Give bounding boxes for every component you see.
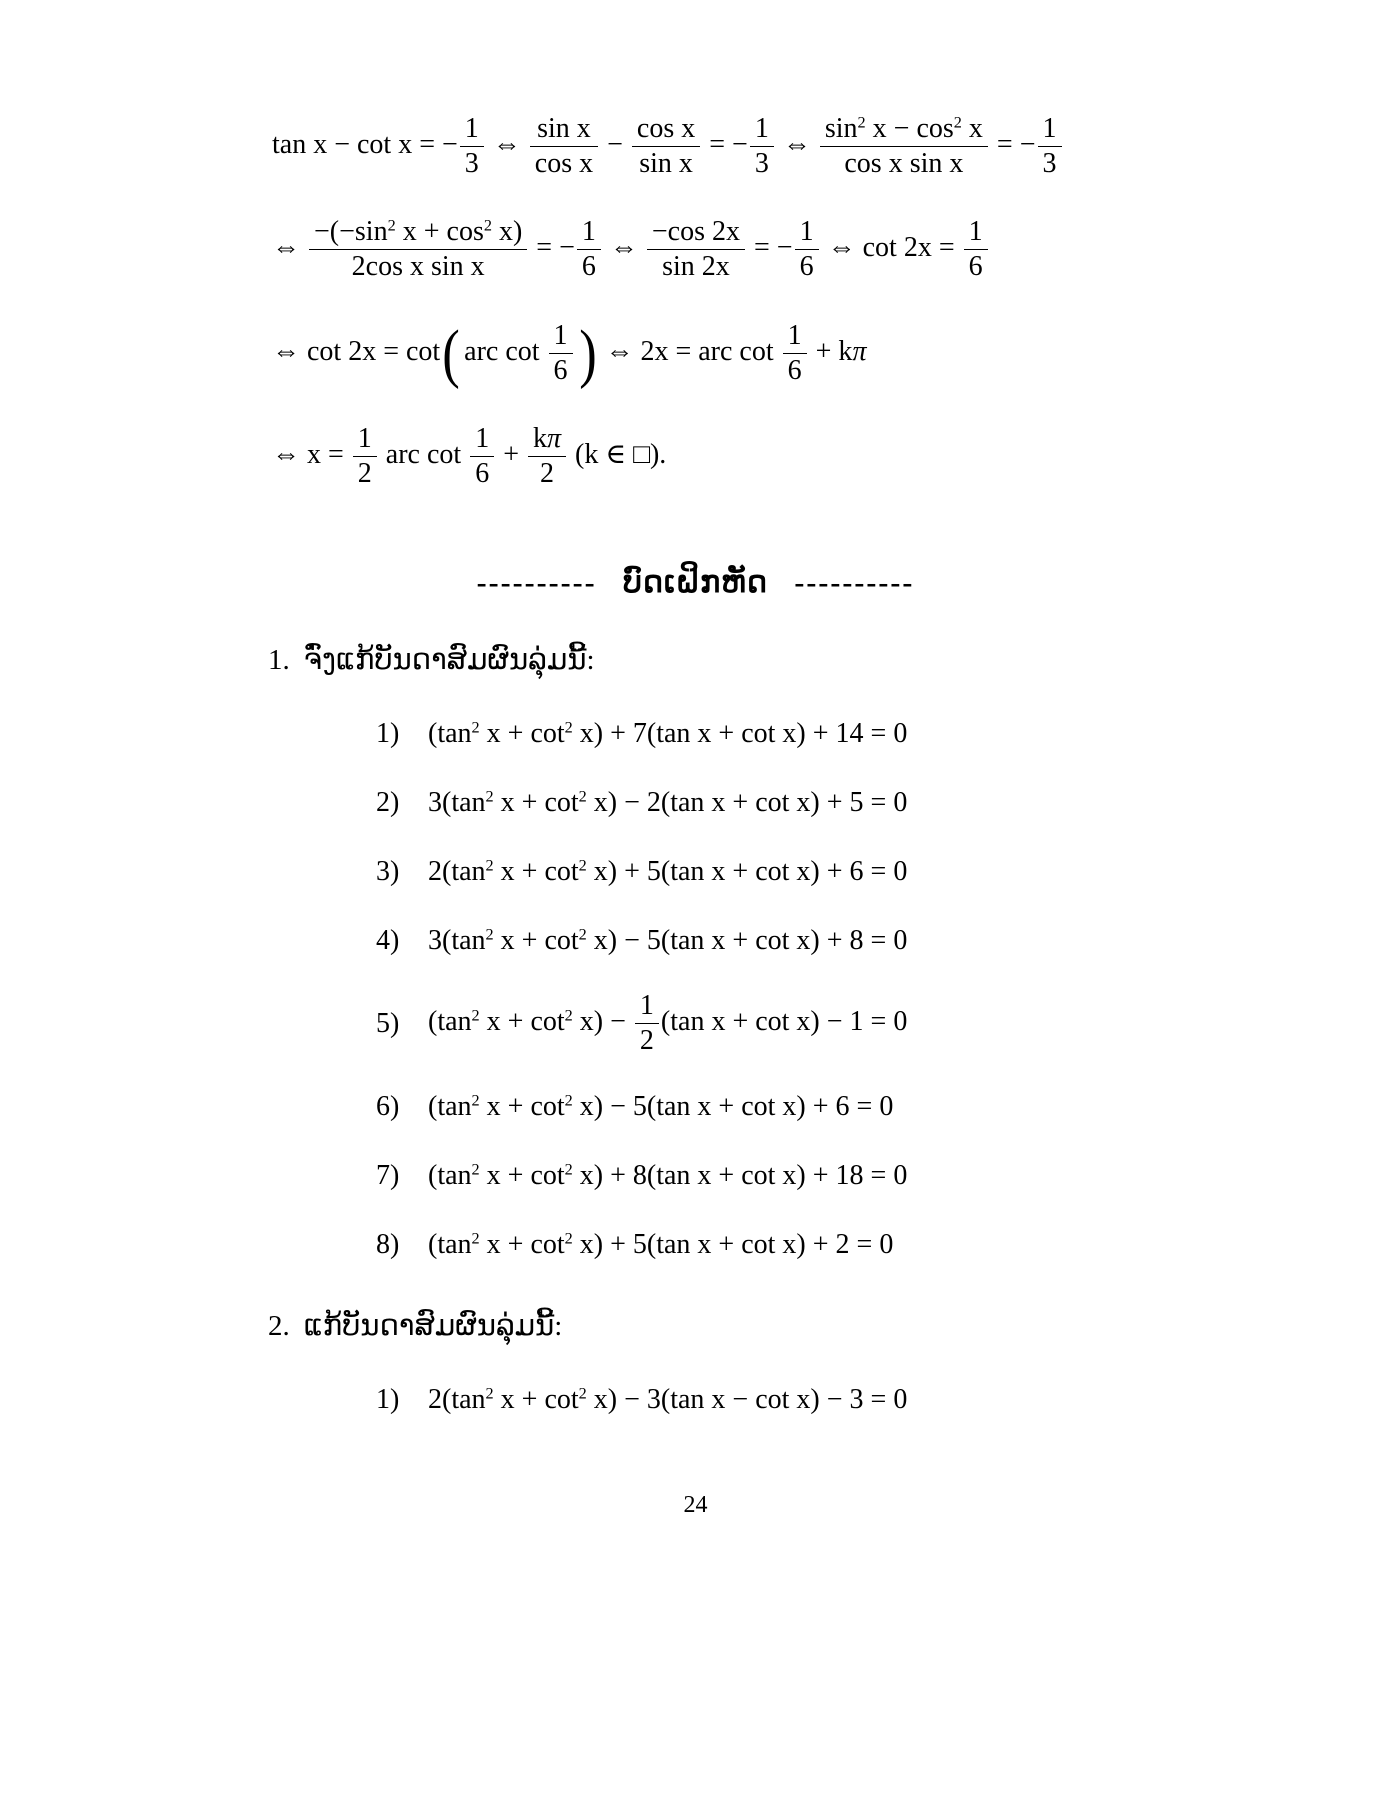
equation-formula: ($\tan^2$ $x + \cot^2 x) + 8(\tan$ x + cot x) + 18 = 0 [428, 1159, 908, 1191]
equation-list [0, 713, 1391, 1265]
exercises-header [0, 565, 1391, 600]
equation-item [376, 1155, 1391, 1197]
equation-number: 1) [376, 718, 400, 750]
equation-item [376, 1224, 1391, 1266]
derivation-line: ⇔ cot 2x = cot ( arc cot $\frac{1}{6}$ ) ⇔ 2x = arc cot $\frac{1}{6}$ + kπ [272, 316, 867, 390]
section-heading-text: ຈົ່ງແກ້ບັນດາສົມຜົນລຸ່ມນີ້: [303, 644, 595, 677]
equation-formula: $2(\tan^2$ $x + \cot^2 x) - 3(\tan$ x − cot x) − 3 = 0 [428, 1383, 908, 1415]
equation-formula: $3(\tan^2$ $x + \cot^2 x) - 2(\tan$ x + cot x) + 5 = 0 [428, 787, 908, 819]
equation-number: 7) [376, 1159, 400, 1191]
equation-list [0, 1379, 1391, 1421]
equation-number: 1) [376, 1383, 400, 1415]
equation-item [376, 782, 1391, 824]
equation-number: 3) [376, 856, 400, 888]
derivation-line: ⇔ $\frac{-(-\sin^2 x + \cos^2 x)}{\text{2cos x sin x}}$ = − $\frac{1}{6}$ ⇔ $\frac{-\cos 2x}{\sin 2x}$ = − $\frac{1}{6}$ ⇔ cot 2x = $\frac{1}{6}$ [272, 215, 1391, 284]
section-heading-text: ແກ້ບັນດາສົມຜົນລຸ່ມນີ້: [303, 1309, 563, 1342]
equation-formula: $2(\tan^2$ $x + \cot^2 x) + 5(\tan$ x + cot x) + 6 = 0 [428, 856, 908, 888]
header-dashes-right: ---------- [794, 566, 915, 600]
equation-number: 4) [376, 925, 400, 957]
equation-formula: $3(\tan^2$ $x + \cot^2 x) - 5(\tan$ x + cot x) + 8 = 0 [428, 925, 908, 957]
equation-item [376, 1086, 1391, 1128]
page-number: 24 [683, 1492, 708, 1518]
section-number: 1. [268, 644, 290, 677]
equation-number: 8) [376, 1228, 400, 1260]
exercises-title: ບົດເຝິກຫັດ [623, 566, 768, 600]
equation-number: 2) [376, 787, 400, 819]
exercise-section-1 [0, 642, 1391, 1265]
equation-formula: ($\tan^2$ $x + \cot^2 x) + 5(\tan$ x + cot x) + 2 = 0 [428, 1228, 894, 1260]
exercise-section-2 [0, 1308, 1391, 1421]
derivation-line: ⇔ x = $\frac{1}{2}$ arc cot $\frac{1}{6}$ + $\frac{k\pi}{2}$ (k ∈ □). [272, 422, 1391, 491]
equation-item [376, 713, 1391, 755]
header-dashes-left: ---------- [476, 566, 597, 600]
equation-item [376, 1379, 1391, 1421]
equation-item [376, 920, 1391, 962]
equation-number: 6) [376, 1090, 400, 1122]
section-number: 2. [268, 1309, 290, 1342]
equation-item [376, 989, 1391, 1058]
section-title [268, 1308, 1391, 1343]
equation-number: 5) [376, 1007, 400, 1039]
equation-formula: ($\tan^2$ $x + \cot^2 x) - 5(\tan$ x + cot x) + 6 = 0 [428, 1090, 894, 1122]
equation-formula: ($\tan^2$ $x + \cot^2 x$) − $\frac{1}{2}$ (tan x + cot x) − 1 = 0 [428, 989, 907, 1058]
derivation-block [0, 0, 1391, 491]
section-title [268, 642, 1391, 677]
equation-formula: ($\tan^2$ $x + \cot^2 x) + 7(\tan$ x + cot x) + 14 = 0 [428, 718, 908, 750]
derivation-line: tan x − cot x = − $\frac{1}{3}$ ⇔ $\frac{\text{sin x}}{\text{cos x}}$ − $\frac{\text{cos x}}{\text{sin x}}$ = − $\frac{1}{3}$ ⇔ $\frac{\sin^2 x - \cos^2 x}{\text{cos x sin x}}$ = − $\frac{1}{3}$ [272, 112, 1391, 181]
equation-item [376, 851, 1391, 893]
